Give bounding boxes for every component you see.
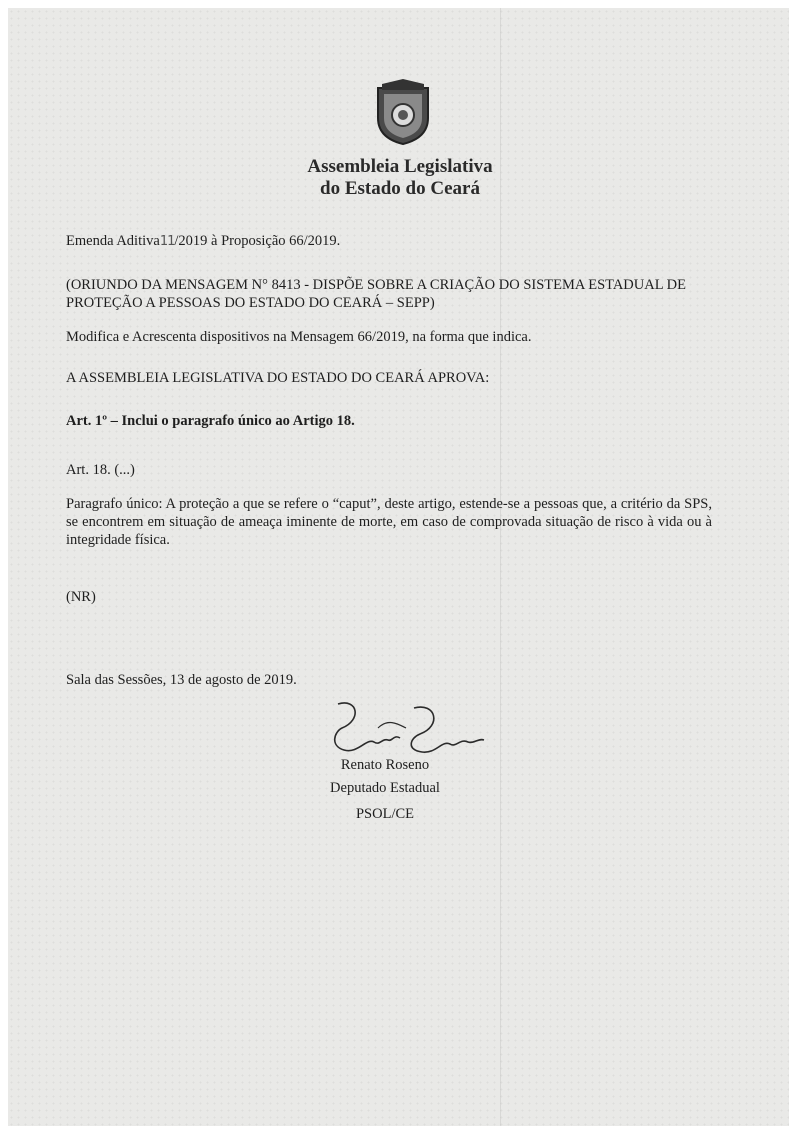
signer-party: PSOL/CE <box>355 806 414 822</box>
amendment-title <box>66 232 340 251</box>
approval-line: A ASSEMBLEIA LEGISLATIVA DO ESTADO DO CEARÁ APROVA: <box>66 370 490 386</box>
modifies-text: Modifica e Acrescenta dispositivos na Mensagem 66/2019, na forma que indica. <box>66 329 532 345</box>
nr-note: (NR) <box>66 589 96 605</box>
institution-name <box>270 156 530 200</box>
amendment-suffix: /2019 à Proposição 66/2019. <box>174 233 341 249</box>
amendment-prefix: Emenda Aditiva <box>66 233 160 249</box>
amendment-number-handwritten: 11 <box>159 234 175 249</box>
session-date-line: Sala das Sessões, 13 de agosto de 2019. <box>66 672 297 688</box>
article-1: Art. 1º – Inclui o paragrafo único ao Artigo 18. <box>66 413 355 429</box>
institution-name-line2: do Estado do Ceará <box>320 178 480 199</box>
institution-name-line1: Assembleia Legislativa <box>307 156 493 177</box>
signer-name: Renato Roseno <box>340 757 430 773</box>
article-18: Art. 18. (...) <box>66 462 135 478</box>
sole-paragraph: Paragrafo único: A proteção a que se refere o “caput”, deste artigo, estende-se a pessoas que, a critério da SPS, se encontrem em situação de ameaça iminente de morte, em caso de comprovada situação de risco à vida ou à integridade física. <box>66 496 712 548</box>
signer-role: Deputado Estadual <box>330 780 440 796</box>
state-crest-icon <box>368 78 438 148</box>
handwritten-signature <box>318 698 488 758</box>
summary-text: (ORIUNDO DA MENSAGEM N° 8413 - DISPÕE SOBRE A CRIAÇÃO DO SISTEMA ESTADUAL DE PROTEÇÃO A PESSOAS DO ESTADO DO CEARÁ – SEPP) <box>66 277 686 311</box>
